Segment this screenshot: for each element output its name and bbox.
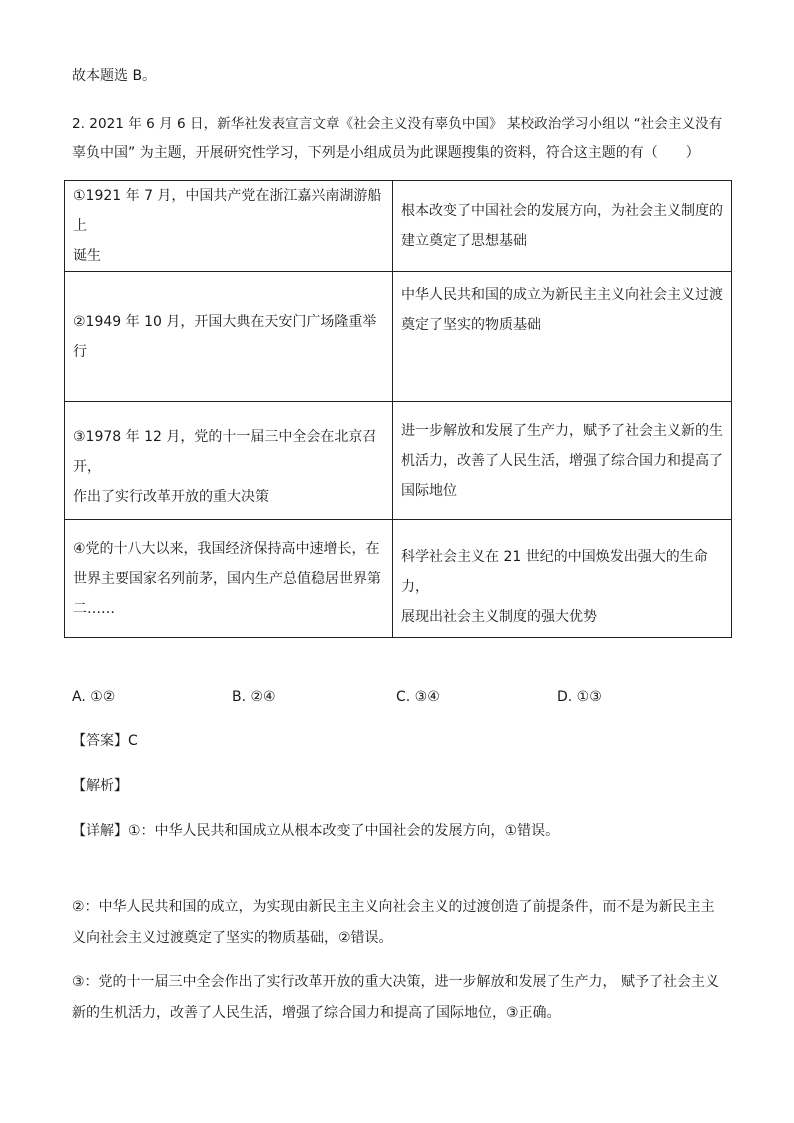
cell-line: 建立奠定了思想基础 — [401, 233, 527, 249]
detail-paragraph-3-line-2: 新的生机活力，改善了人民生活，增强了综合国力和提高了国际地位，③正确。 — [72, 1005, 561, 1021]
cell-line: 科学社会主义在 21 世纪的中国焕发出强大的生命力， — [401, 549, 708, 595]
table-cell-significance — [393, 181, 732, 272]
cell-line: 根本改变了中国社会的发展方向，为社会主义制度的 — [401, 203, 723, 219]
analysis-heading: 【解析】 — [72, 778, 128, 794]
detail-paragraph-2-line-1: ②：中华人民共和国的成立，为实现由新民主主义向社会主义的过渡创造了前提条件，而不是为新民主主 — [72, 899, 715, 915]
cell-line: 国际地位 — [401, 482, 457, 499]
cell-line: 世界主要国家名列前茅，国内生产总值稳居世界第 — [73, 570, 381, 587]
previous-conclusion: 故本题选 B。 — [72, 68, 157, 84]
cell-line: 奠定了坚实的物质基础 — [401, 317, 541, 333]
material-table — [64, 180, 732, 638]
table-row — [65, 272, 732, 402]
table-cell-event — [65, 272, 393, 402]
cell-line: 作出了实行改革开放的重大决策 — [73, 489, 269, 505]
table-row — [65, 181, 732, 272]
question-line-1: 2. 2021 年 6 月 6 日，新华社发表宣言文章《社会主义没有辜负中国》 某校政治学习小组以 “社会主义没有 — [72, 116, 723, 132]
question-line-2: 辜负中国” 为主题，开展研究性学习，下列是小组成员为此课题搜集的资料，符合这主题的有（ ） — [72, 145, 700, 161]
table-row — [65, 520, 732, 638]
detail-paragraph-2-line-2: 义向社会主义过渡奠定了坚实的物质基础，②错误。 — [72, 930, 393, 946]
cell-line: 二…… — [73, 600, 115, 617]
cell-line: 机活力，改善了人民生活，增强了综合国力和提高了 — [401, 452, 723, 469]
option-a: A. ①② — [72, 689, 116, 705]
cell-line: 中华人民共和国的成立为新民主主义向社会主义过渡 — [401, 287, 723, 303]
cell-line: 进一步解放和发展了生产力，赋予了社会主义新的生 — [401, 422, 723, 439]
table-cell-event — [65, 402, 393, 520]
cell-line: 诞生 — [73, 248, 101, 264]
cell-line: ②1949 年 10 月，开国大典在天安门广场隆重举行 — [73, 313, 377, 360]
option-d: D. ①③ — [557, 689, 602, 705]
table-cell-significance — [393, 520, 732, 638]
option-c: C. ③④ — [396, 689, 440, 705]
detail-paragraph-1: 【详解】①：中华人民共和国成立从根本改变了中国社会的发展方向，①错误。 — [72, 823, 560, 839]
cell-line: 展现出社会主义制度的强大优势 — [401, 609, 597, 625]
table-cell-event — [65, 181, 393, 272]
cell-line: ④党的十八大以来，我国经济保持高中速增长，在 — [73, 540, 380, 557]
table-cell-significance — [393, 402, 732, 520]
answer-label: 【答案】C — [72, 733, 138, 749]
cell-line: ③1978 年 12 月，党的十一届三中全会在北京召开， — [73, 429, 377, 475]
option-b: B. ②④ — [232, 689, 276, 705]
cell-line: ①1921 年 7 月，中国共产党在浙江嘉兴南湖游船上 — [73, 188, 382, 234]
table-cell-event — [65, 520, 393, 638]
answer-options — [72, 686, 672, 708]
detail-paragraph-3-line-1: ③：党的十一届三中全会作出了实行改革开放的重大决策，进一步解放和发展了生产力， 赋予了社会主义 — [72, 974, 719, 990]
table-cell-significance — [393, 272, 732, 402]
table-row — [65, 402, 732, 520]
